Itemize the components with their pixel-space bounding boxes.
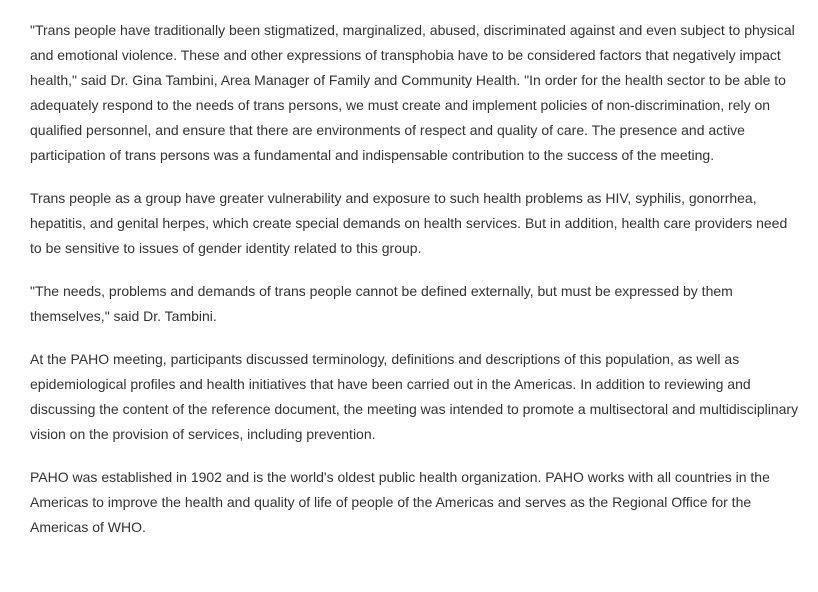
article-paragraph: Trans people as a group have greater vulnerability and exposure to such health problems as HIV, syphilis, gonorrhea, hepatitis, and genital herpes, which create special demands on health services. But in addition, health care providers need to be sensitive to issues of gender identity related to this group. [30, 190, 788, 256]
article-paragraph: At the PAHO meeting, participants discussed terminology, definitions and descriptions of this population, as well as epidemiological profiles and health initiatives that have been carried out in the Americas. In addition to reviewing and discussing the content of the reference document, the meeting was intended to promote a multisectoral and multidisciplinary vision on the provision of services, including prevention. [30, 351, 799, 442]
article-paragraph: "The needs, problems and demands of trans people cannot be defined externally, but must be expressed by them themselves," said Dr. Tambini. [30, 283, 733, 324]
article-paragraph: PAHO was established in 1902 and is the world's oldest public health organization. PAHO works with all countries in the Americas to improve the health and quality of life of people of the Americas and serves as the Regional Office for the Americas of WHO. [30, 469, 770, 535]
article-paragraph: "Trans people have traditionally been stigmatized, marginalized, abused, discriminated against and even subject to physical and emotional violence. These and other expressions of transphobia have to be considered factors that negatively impact health," said Dr. Gina Tambini, Area Manager of Family and Community Health. "In order for the health sector to be able to adequately respond to the needs of trans persons, we must create and implement policies of non-discrimination, rely on qualified personnel, and ensure that there are environments of respect and quality of care. The presence and active participation of trans persons was a fundamental and indispensable contribution to the success of the meeting. [30, 22, 795, 163]
